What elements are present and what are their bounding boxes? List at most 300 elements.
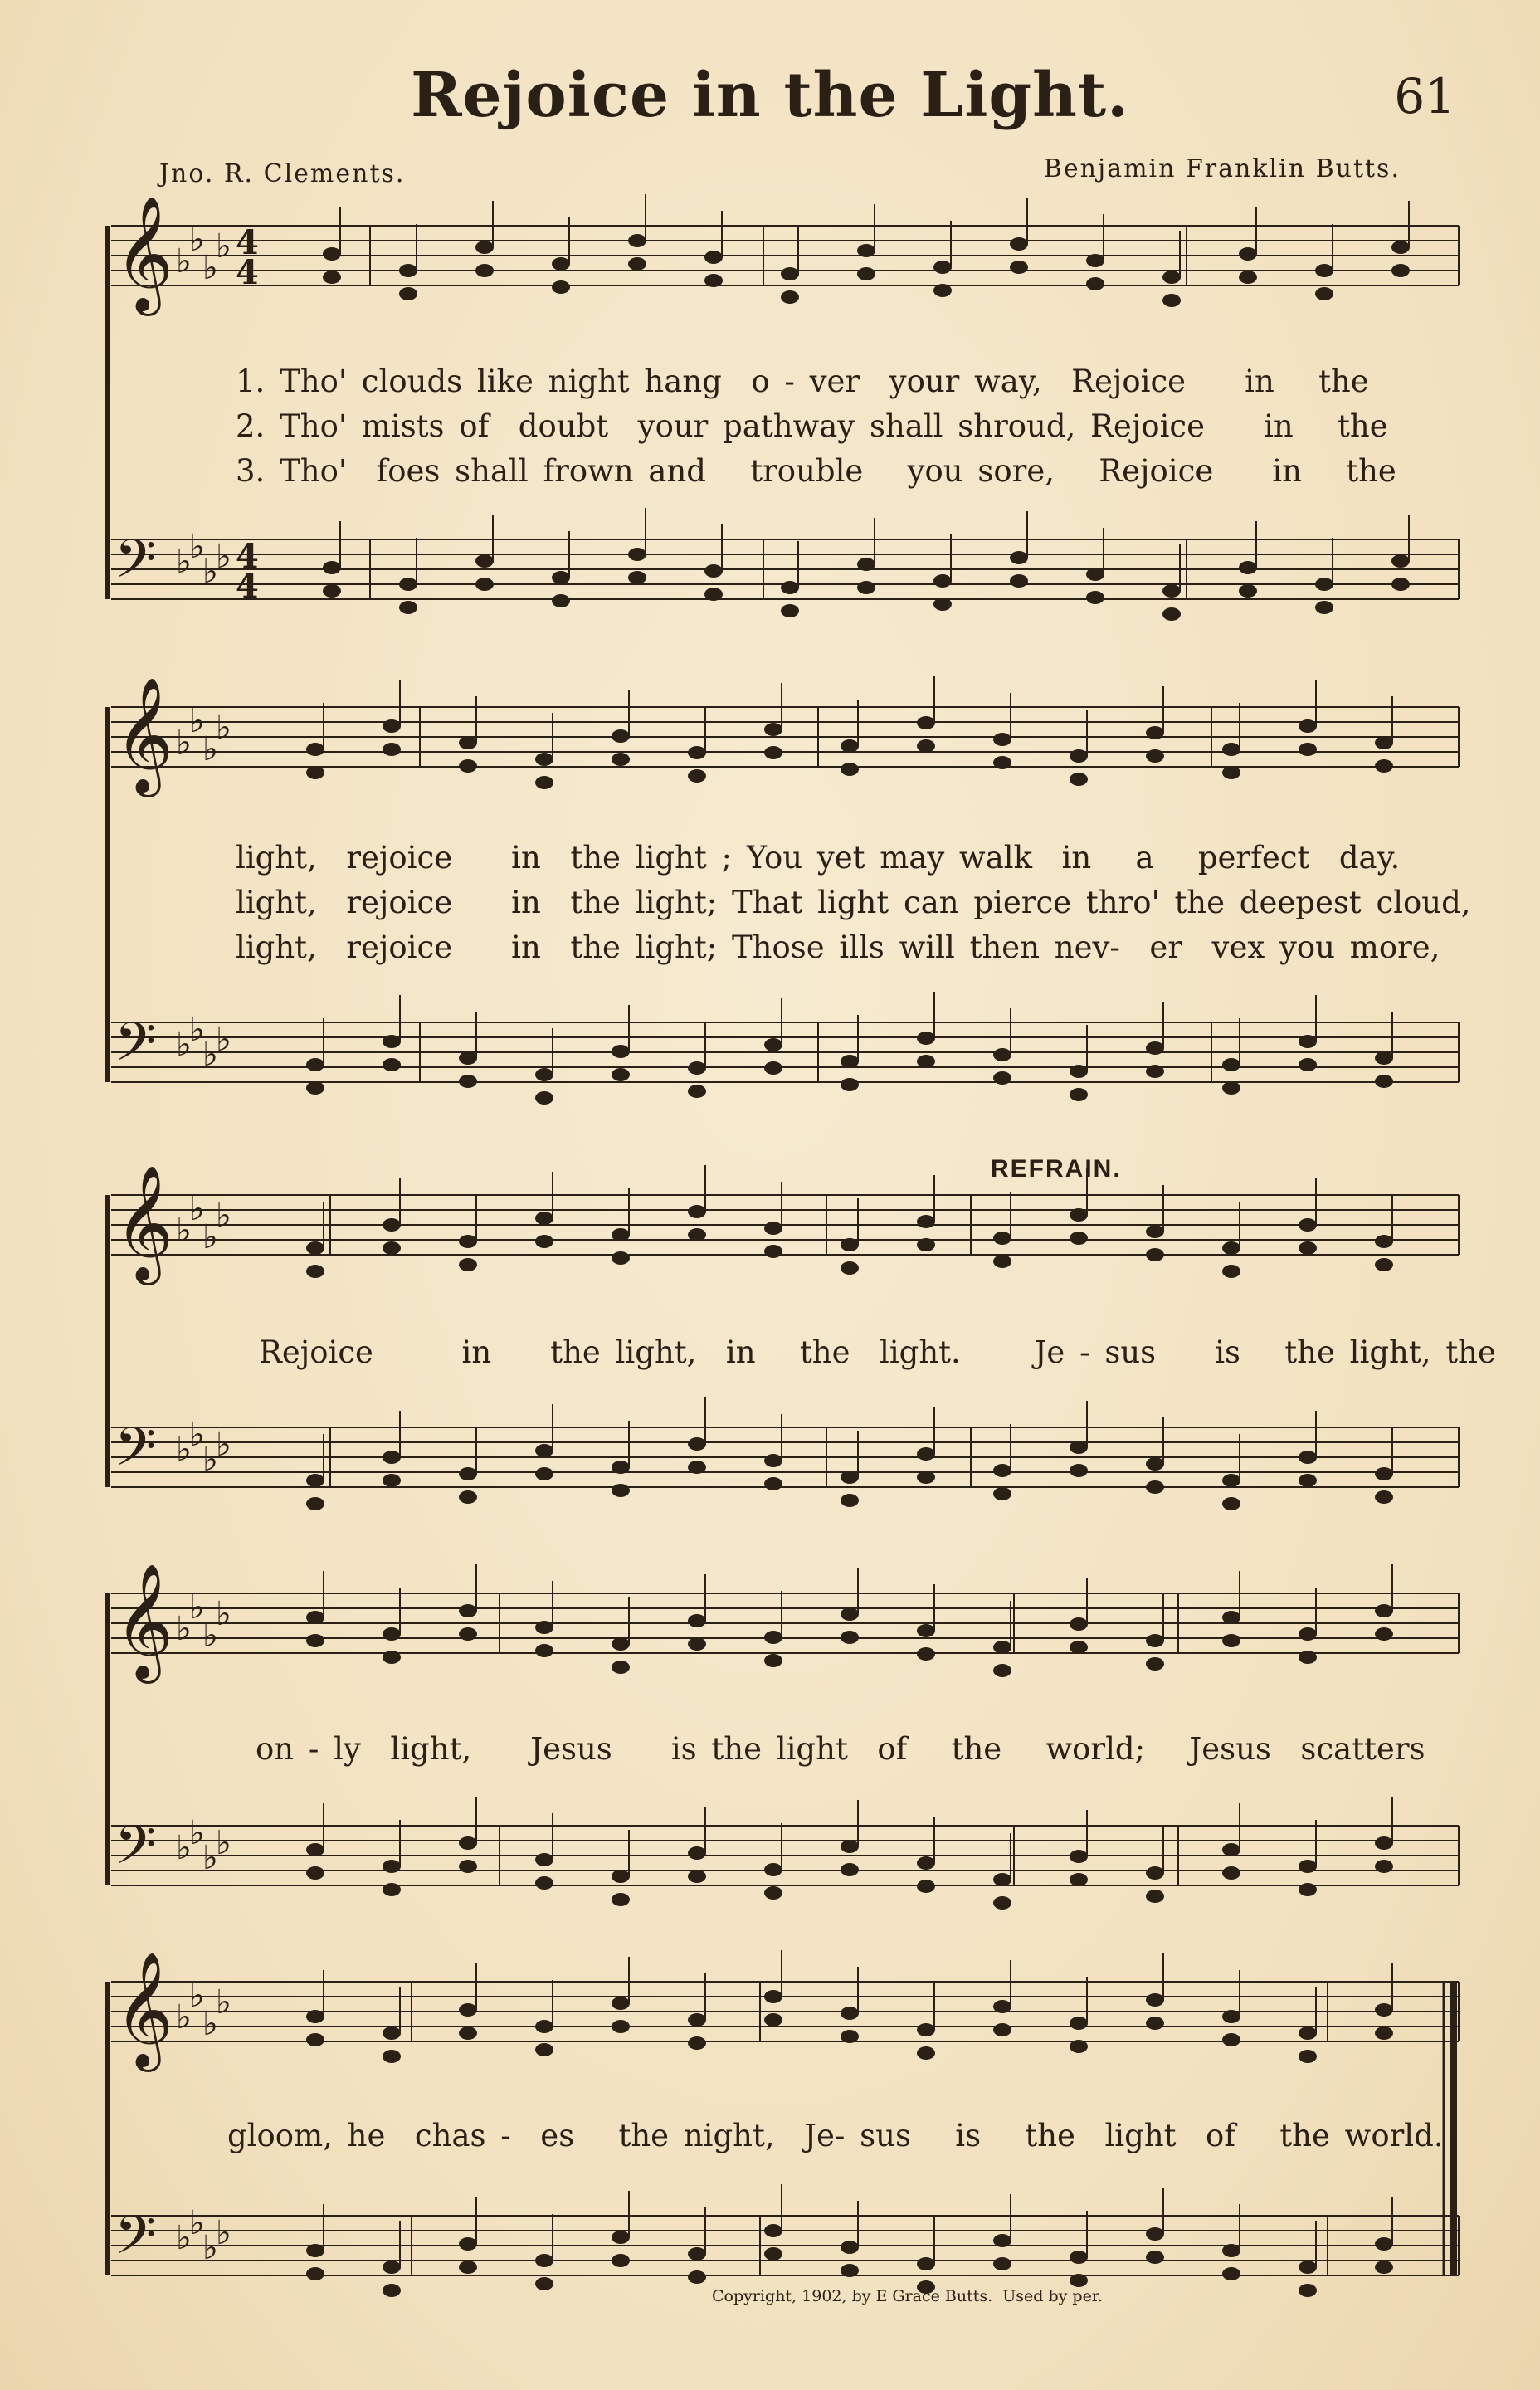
note-head [1222, 1634, 1240, 1647]
note-head [764, 1863, 782, 1876]
note-head [459, 1627, 477, 1641]
note-head [1222, 2033, 1240, 2046]
note-head [383, 1860, 401, 1873]
note-head [552, 257, 570, 271]
note-head [1146, 1457, 1164, 1471]
note-head [306, 1474, 324, 1487]
page-number: 61 [1394, 68, 1455, 124]
note-head [1391, 578, 1410, 591]
note-head [535, 1091, 553, 1105]
note-head [704, 564, 723, 578]
note-head [1315, 578, 1333, 591]
note-head [306, 1081, 324, 1095]
note-head [1299, 743, 1317, 756]
note-head [1146, 1890, 1164, 1903]
note-head [1070, 2251, 1088, 2264]
note-head [1299, 1860, 1317, 1873]
note-head [917, 1447, 935, 1461]
bass-clef-icon: 𝄢 [115, 1012, 157, 1086]
bass-clef-icon: 𝄢 [115, 1417, 157, 1491]
note-head [688, 1461, 706, 1474]
note-head [383, 1218, 401, 1232]
note-head [1299, 2050, 1317, 2063]
note-head [781, 267, 799, 280]
note-head [933, 574, 952, 588]
bass-clef-icon: 𝄢 [115, 529, 157, 603]
note-head [1299, 1451, 1317, 1464]
note-head [1222, 766, 1240, 779]
note-head [628, 234, 646, 247]
note-head [917, 1471, 935, 1484]
note-head [1070, 1873, 1088, 1886]
note-head [1222, 2010, 1240, 2023]
note-head [1222, 1058, 1240, 1071]
note-head [764, 1631, 782, 1644]
note-head [841, 1471, 859, 1484]
note-head [1299, 1035, 1317, 1048]
flat-icon: ♭ [202, 1441, 218, 1479]
note-head [1239, 561, 1257, 574]
note-head [1375, 1258, 1393, 1271]
note-head [1146, 1225, 1164, 1238]
note-head [993, 2023, 1011, 2036]
note-head [383, 2050, 401, 2063]
note-head [1315, 287, 1333, 300]
note-head [612, 729, 630, 743]
note-head [383, 719, 401, 733]
note-head [917, 2257, 935, 2270]
note-head [323, 271, 341, 284]
flat-icon: ♭ [189, 1814, 205, 1852]
note-head [612, 1870, 630, 1883]
note-head [917, 2023, 935, 2036]
note-head [993, 1464, 1011, 1477]
note-head [535, 1212, 553, 1225]
note-head [841, 1631, 859, 1644]
note-head [841, 1078, 859, 1091]
time-signature: 4 [236, 567, 259, 606]
note-head [383, 1241, 401, 1255]
note-head [1375, 1075, 1393, 1088]
note-head [306, 2267, 324, 2280]
note-head [323, 584, 341, 598]
note-head [1146, 2017, 1164, 2030]
note-head [688, 1085, 706, 1098]
note-head [1086, 591, 1104, 604]
note-head [1162, 607, 1181, 621]
note-head [1146, 1480, 1164, 1494]
flat-icon: ♭ [216, 709, 231, 747]
note-head [1146, 1993, 1164, 2007]
note-head [781, 290, 799, 304]
flat-icon: ♭ [176, 1610, 192, 1648]
note-head [535, 776, 553, 789]
flat-icon: ♭ [202, 249, 218, 287]
note-head [841, 1261, 859, 1275]
flat-icon: ♭ [176, 1998, 192, 2036]
flat-icon: ♭ [176, 543, 192, 581]
time-signature: 4 [236, 223, 259, 262]
note-head [857, 558, 875, 571]
flat-icon: ♭ [216, 227, 231, 266]
note-head [1146, 1041, 1164, 1055]
note-head [1222, 2244, 1240, 2257]
lyric-line: on - ly light, Jesus is the light of the world; Jesus scatters [256, 1731, 1425, 1767]
note-head [306, 1058, 324, 1071]
note-head [1070, 1641, 1088, 1654]
note-head [1299, 1218, 1317, 1232]
note-head [917, 1215, 935, 1228]
note-head [1070, 1464, 1088, 1477]
flat-icon: ♭ [202, 2005, 218, 2043]
note-head [1146, 2227, 1164, 2241]
note-head [399, 601, 417, 614]
note-head [1375, 2027, 1393, 2040]
note-head [933, 598, 952, 611]
bass-clef-icon: 𝄢 [115, 2205, 157, 2280]
note-head [383, 1058, 401, 1071]
flat-icon: ♭ [189, 1190, 205, 1228]
note-head [688, 1061, 706, 1075]
note-head [612, 1661, 630, 1674]
note-head [459, 1235, 477, 1248]
treble-clef-icon: 𝄞 [115, 677, 173, 793]
note-head [1222, 743, 1240, 756]
note-head [1222, 1241, 1240, 1255]
flat-icon: ♭ [202, 1617, 218, 1655]
note-head [841, 1494, 859, 1507]
note-head [383, 1451, 401, 1464]
note-head [688, 2036, 706, 2050]
note-head [993, 756, 1011, 769]
note-head [475, 554, 494, 568]
note-head [917, 1238, 935, 1251]
note-head [1010, 237, 1028, 251]
note-head [688, 2247, 706, 2261]
note-head [764, 1061, 782, 1075]
note-head [993, 1896, 1011, 1910]
note-head [1070, 2017, 1088, 2030]
note-head [306, 1497, 324, 1510]
note-head [688, 2270, 706, 2284]
lyric-line: Rejoice in the light, in the light. Je - sus is the light, the [259, 1334, 1496, 1370]
note-head [841, 1863, 859, 1876]
note-head [612, 753, 630, 766]
note-head [1375, 1604, 1393, 1617]
note-head [1375, 1490, 1393, 1504]
note-head [993, 1255, 1011, 1268]
note-head [917, 1880, 935, 1893]
flat-icon: ♭ [176, 2219, 192, 2257]
note-head [1070, 749, 1088, 763]
note-head [1070, 1232, 1088, 1245]
note-head [306, 1241, 324, 1255]
note-head [688, 1437, 706, 1451]
note-head [764, 1454, 782, 1467]
note-head [764, 2224, 782, 2237]
note-head [1070, 1208, 1088, 1222]
lyricist-credit: Jno. R. Clements. [159, 159, 406, 188]
note-head [688, 1637, 706, 1651]
note-head [764, 1886, 782, 1900]
note-head [764, 1038, 782, 1051]
note-head [688, 746, 706, 759]
note-head [841, 2241, 859, 2254]
note-head [917, 1032, 935, 1045]
note-head [993, 1641, 1011, 1654]
note-head [917, 716, 935, 729]
note-head [1070, 773, 1088, 786]
note-head [612, 1637, 630, 1651]
note-head [1086, 568, 1104, 581]
note-head [459, 1860, 477, 1873]
note-head [764, 2013, 782, 2027]
note-head [1299, 1058, 1317, 1071]
note-head [841, 1238, 859, 1251]
note-head [535, 1853, 553, 1866]
note-head [1010, 574, 1028, 588]
note-head [1222, 1497, 1240, 1510]
note-head [306, 1866, 324, 1880]
note-head [475, 578, 494, 591]
note-head [459, 1051, 477, 1065]
note-head [1070, 1088, 1088, 1101]
time-signature: 4 [236, 253, 259, 292]
flat-icon: ♭ [176, 242, 192, 280]
note-head [917, 1055, 935, 1068]
note-head [688, 769, 706, 783]
lyric-line: 1. Tho' clouds like night hang o - ver your way, Rejoice in the [236, 363, 1369, 399]
note-head [993, 2257, 1011, 2270]
hymn-title: Rejoice in the Light. [411, 60, 1129, 131]
treble-clef-icon: 𝄞 [115, 196, 173, 311]
note-head [535, 753, 553, 766]
note-head [688, 1205, 706, 1218]
note-head [1299, 1883, 1317, 1896]
note-head [399, 264, 417, 277]
note-head [841, 2007, 859, 2020]
note-head [323, 561, 341, 574]
note-head [306, 2033, 324, 2046]
note-head [857, 267, 875, 280]
note-head [764, 2247, 782, 2261]
note-head [1375, 2237, 1393, 2251]
lyric-line: 3. Tho' foes shall frown and trouble you sore, Rejoice in the [236, 453, 1396, 489]
flat-icon: ♭ [202, 730, 218, 768]
note-head [383, 1651, 401, 1664]
note-head [1375, 736, 1393, 749]
note-head [1299, 1241, 1317, 1255]
note-head [917, 2046, 935, 2060]
note-head [1146, 2251, 1164, 2264]
note-head [552, 594, 570, 607]
note-head [1162, 294, 1181, 307]
note-head [688, 1846, 706, 1860]
note-head [1086, 254, 1104, 267]
flat-icon: ♭ [216, 1595, 231, 1633]
note-head [535, 2277, 553, 2290]
note-head [535, 1876, 553, 1890]
note-head [612, 1997, 630, 2010]
note-head [1010, 551, 1028, 564]
note-head [1239, 584, 1257, 598]
note-head [781, 604, 799, 617]
note-head [306, 1843, 324, 1856]
note-head [841, 1840, 859, 1853]
note-head [993, 733, 1011, 746]
note-head [1222, 1474, 1240, 1487]
flat-icon: ♭ [216, 1021, 231, 1059]
note-head [383, 743, 401, 756]
note-head [1391, 241, 1410, 254]
flat-icon: ♭ [216, 1426, 231, 1464]
note-head [535, 1644, 553, 1657]
note-head [1375, 1836, 1393, 1850]
note-head [1070, 1850, 1088, 1863]
note-head [459, 1490, 477, 1504]
note-head [781, 581, 799, 594]
note-head [612, 1893, 630, 1906]
note-head [535, 1621, 553, 1634]
note-head [383, 2284, 401, 2297]
lyric-line: light, rejoice in the light; Those ills will then nev- er vex you more, [236, 929, 1440, 965]
refrain-label: REFRAIN. [991, 1155, 1122, 1183]
note-head [535, 1235, 553, 1248]
note-head [459, 1258, 477, 1271]
flat-icon: ♭ [189, 1588, 205, 1627]
note-head [628, 571, 646, 584]
note-head [399, 578, 417, 591]
lyric-line: 2. Tho' mists of doubt your pathway shall shroud, Rejoice in the [236, 408, 1388, 444]
note-head [612, 1251, 630, 1265]
note-head [764, 723, 782, 736]
note-head [993, 1071, 1011, 1085]
note-head [306, 1611, 324, 1624]
note-head [535, 1467, 553, 1480]
note-head [1070, 2274, 1088, 2287]
flat-icon: ♭ [189, 1977, 205, 2015]
flat-icon: ♭ [202, 1036, 218, 1074]
note-head [841, 2264, 859, 2277]
note-head [1146, 1248, 1164, 1261]
note-head [1239, 271, 1257, 284]
note-head [917, 1856, 935, 1870]
note-head [459, 1836, 477, 1850]
copyright-notice: Copyright, 1902, by E Grace Butts. Used by per. [712, 2287, 1103, 2305]
flat-icon: ♭ [216, 1824, 231, 1862]
note-head [1299, 1627, 1317, 1641]
note-head [1375, 2261, 1393, 2274]
note-head [1222, 1081, 1240, 1095]
note-head [764, 746, 782, 759]
note-head [704, 588, 723, 601]
treble-clef-icon: 𝄞 [115, 1165, 173, 1280]
note-head [306, 1265, 324, 1278]
treble-clef-icon: 𝄞 [115, 1563, 173, 1679]
flat-icon: ♭ [176, 1431, 192, 1469]
note-head [764, 1222, 782, 1235]
note-head [917, 1647, 935, 1661]
note-head [459, 1075, 477, 1088]
note-head [993, 1664, 1011, 1677]
flat-icon: ♭ [189, 528, 205, 566]
bass-clef-icon: 𝄢 [115, 1815, 157, 1890]
flat-icon: ♭ [216, 538, 231, 576]
note-head [1299, 2027, 1317, 2040]
composer-credit: Benjamin Franklin Butts. [1043, 154, 1401, 183]
note-head [1070, 1065, 1088, 1078]
note-head [764, 1477, 782, 1490]
note-head [1299, 2261, 1317, 2274]
note-head [612, 1484, 630, 1497]
note-head [933, 284, 952, 297]
note-head [1299, 1651, 1317, 1664]
note-head [857, 581, 875, 594]
note-head [917, 1624, 935, 1637]
note-head [306, 2010, 324, 2023]
note-head [1162, 584, 1181, 598]
note-head [612, 1228, 630, 1241]
note-head [1375, 1467, 1393, 1480]
note-head [1375, 1860, 1393, 1873]
note-head [459, 2003, 477, 2017]
note-head [688, 1870, 706, 1883]
note-head [459, 759, 477, 773]
lyric-line: gloom, he chas - es the night, Je- sus is the light of the world. [227, 2118, 1444, 2153]
flat-icon: ♭ [176, 1212, 192, 1250]
flat-icon: ♭ [176, 1026, 192, 1064]
note-head [1146, 726, 1164, 739]
flat-icon: ♭ [216, 2214, 231, 2252]
note-head [764, 1654, 782, 1667]
note-head [383, 1627, 401, 1641]
note-head [552, 571, 570, 584]
note-head [1375, 759, 1393, 773]
flat-icon: ♭ [202, 2229, 218, 2267]
note-head [383, 2027, 401, 2040]
flat-icon: ♭ [189, 2204, 205, 2242]
note-head [459, 2261, 477, 2274]
note-head [552, 280, 570, 294]
time-signature: 4 [236, 537, 259, 576]
note-head [628, 548, 646, 561]
note-head [1375, 1235, 1393, 1248]
note-head [535, 1444, 553, 1457]
note-head [535, 1068, 553, 1081]
note-head [612, 1045, 630, 1058]
note-head [612, 1068, 630, 1081]
note-head [1086, 277, 1104, 290]
note-head [535, 2254, 553, 2267]
note-head [459, 1467, 477, 1480]
note-head [383, 2261, 401, 2274]
note-head [1070, 2040, 1088, 2053]
note-head [993, 2234, 1011, 2247]
note-head [1391, 264, 1410, 277]
note-head [535, 2043, 553, 2056]
note-head [1146, 1866, 1164, 1880]
note-head [1146, 1065, 1164, 1078]
flat-icon: ♭ [189, 221, 205, 259]
note-head [841, 1055, 859, 1068]
note-head [612, 1461, 630, 1474]
flat-icon: ♭ [202, 553, 218, 591]
note-head [383, 1474, 401, 1487]
note-head [841, 1607, 859, 1621]
note-head [459, 1604, 477, 1617]
note-head [1239, 247, 1257, 261]
note-head [306, 766, 324, 779]
